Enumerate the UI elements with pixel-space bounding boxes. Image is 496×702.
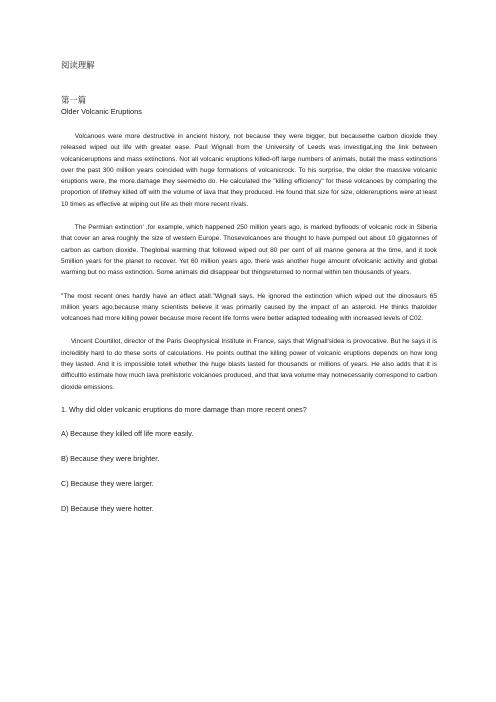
document-title: 阅读理解 bbox=[61, 60, 95, 70]
passage-paragraph-1: Volcanoes were more destructive in ancient history, not because they were bigger, but becausethe carbon dioxide they released wiped out life with greater ease. Paul Wignall from the University of Leeds was investigat,ing the link between volcaniceruptions and mass extinctions. Not all volcanic eruptions killed-off large numbers of animals, butall the mass extinctions over the past 300 million years coincided with huge formations of volcanicrock. To his surprise, the older the massive volcanic eruptions were, the more.damage they seemedto do. He calculated the "killing efficiency" for these volcanoes by comparing the proportion of lifethey killed off with the volume of lava that they produced. He found that size for size, oldereruptions were at least 10 times as effective at wiping out life as their more recent rivals. bbox=[61, 133, 437, 208]
passage-title: Older Volcanic Eruptions bbox=[61, 107, 142, 116]
passage-paragraph-2: The Permian extinction' ,for example, which happened 250 million years ago, is marked byfloods of volcanic rock in Siberia that cover an area roughly the size of western Europe. Thosevolcanoes are thought to have pumped out about 10 gigatonnes of carbon as carbon dioxide. Theglobal warming that followed wiped out 80 per cent of all manne genera at the time, and it took 5million years for the planet to recover. Yet 60 million years ago, there was another huge amount ofvolcanic activity and global warming but no mass extinction. Some animals did disappear but thingsreturned to normal within ten thousands of years. bbox=[61, 224, 437, 277]
document-content bbox=[61, 60, 437, 529]
passage-paragraph-3: "The most recent ones hardly have an effect atall."Wignall says. He ignored the extinction which wiped out the dinosaurs 65 million years ago,because many scientists believe it was primarily caused by the impact of an asteroid. He thinks thatolder volcanoes had more killing power because more recent life forms were better adapted todealing with increased levels of C02. bbox=[61, 292, 437, 323]
answer-option-c: C) Because they were larger. bbox=[61, 478, 154, 488]
question-text: 1. Why did older volcanic eruptions do more damage than more recent ones? bbox=[61, 404, 307, 414]
answer-option-b: B) Because they were brighter. bbox=[61, 453, 160, 463]
answer-option-d: D) Because they were hotter. bbox=[61, 503, 154, 513]
answer-option-a: A) Because they killed off life more easily. bbox=[61, 428, 194, 438]
passage-paragraph-4: Vincent Courtillot, director of the Paris Geophysical Institute in France, says that Wignall'sidea is provocative. But he says it is incredibly hard to do these sorts of calculations. He points outthat the killing power of volcanic eruptions depends on how long they lasted. And it is impossible totell whether the huge blasts lasted for thousands or millions of years. He also adds that it is difficultto estimate how much lava prehistoric volcanoes produced, and that lava volume may notnecessarily correspond to carbon dioxide emissions. bbox=[61, 338, 437, 391]
section-heading: 第一篇 bbox=[61, 95, 87, 105]
